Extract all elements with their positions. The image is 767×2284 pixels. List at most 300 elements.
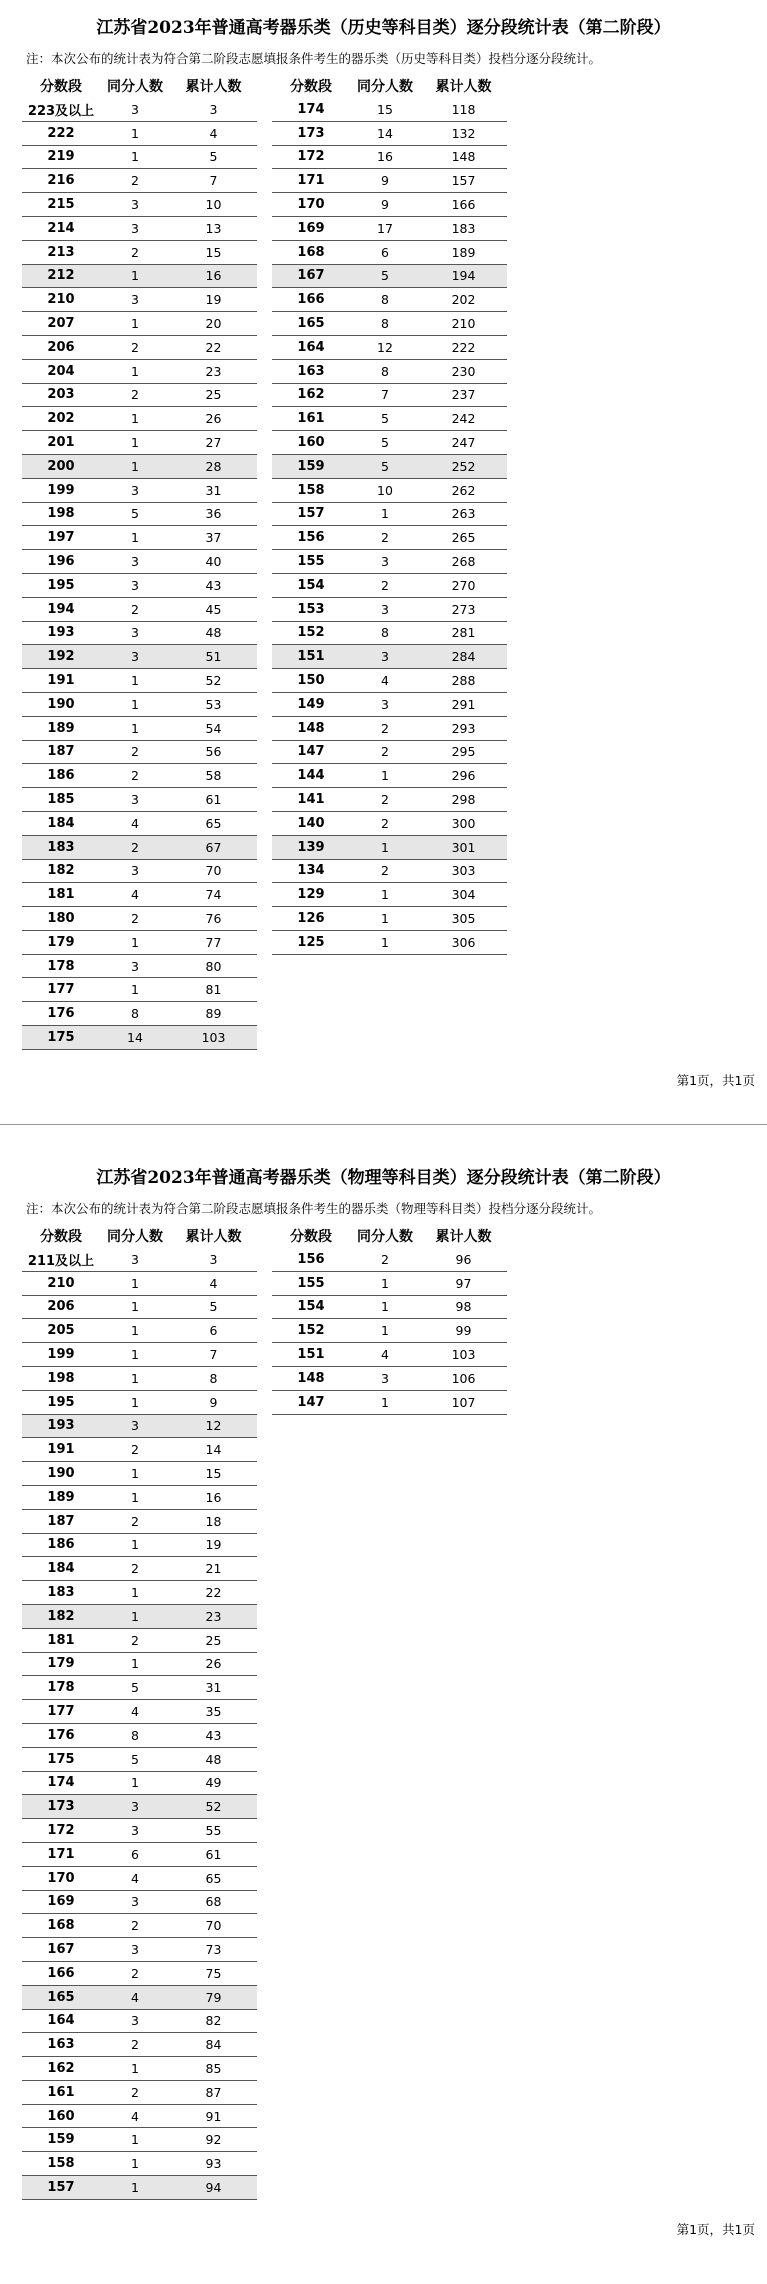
score-cell: 210	[47, 292, 75, 308]
cumulative-cell: 273	[451, 601, 476, 617]
count-cell: 5	[381, 435, 389, 451]
page-separator	[0, 1124, 767, 1125]
cumulative-cell: 157	[451, 173, 476, 189]
count-cell: 4	[381, 1347, 389, 1363]
table-row	[22, 2081, 257, 2105]
count-cell: 7	[381, 387, 389, 403]
cumulative-cell: 300	[451, 815, 476, 831]
count-cell: 3	[131, 220, 139, 236]
count-cell: 5	[131, 1680, 139, 1696]
score-cell: 126	[297, 910, 325, 926]
count-cell: 2	[381, 577, 389, 593]
score-cell: 178	[47, 958, 75, 974]
count-cell: 2	[381, 1251, 389, 1267]
score-cell: 174	[297, 101, 325, 117]
count-cell: 1	[131, 1466, 139, 1482]
cumulative-cell: 87	[205, 2084, 222, 2100]
score-cell: 199	[47, 1347, 75, 1363]
cumulative-cell: 70	[205, 1918, 222, 1934]
table-row	[22, 1557, 257, 1581]
score-cell: 158	[47, 2156, 75, 2172]
count-cell: 3	[131, 1894, 139, 1910]
score-cell: 184	[47, 815, 75, 831]
score-cell: 180	[47, 910, 75, 926]
table-row	[272, 407, 507, 431]
count-cell: 3	[131, 1251, 139, 1267]
table-row	[22, 574, 257, 598]
cumulative-cell: 183	[451, 220, 476, 236]
cumulative-cell: 48	[205, 625, 222, 641]
cumulative-cell: 21	[205, 1561, 222, 1577]
cumulative-cell: 6	[209, 1323, 218, 1339]
page-footer: 第1页，共1页	[676, 2222, 755, 2237]
cumulative-cell: 82	[205, 2013, 222, 2029]
count-cell: 4	[131, 1870, 139, 1886]
cumulative-cell: 70	[205, 863, 222, 879]
cumulative-cell: 222	[451, 339, 476, 355]
table-row	[22, 265, 257, 289]
cumulative-cell: 43	[205, 1727, 222, 1743]
cumulative-cell: 91	[205, 2108, 222, 2124]
score-cell: 148	[297, 1370, 325, 1386]
count-cell: 8	[381, 625, 389, 641]
cumulative-cell: 49	[205, 1775, 222, 1791]
cumulative-cell: 99	[455, 1323, 472, 1339]
table-row	[22, 836, 257, 860]
table-row	[22, 241, 257, 265]
count-cell: 1	[131, 458, 139, 474]
score-cell: 165	[47, 1989, 75, 2005]
cumulative-cell: 25	[205, 387, 222, 403]
score-cell: 179	[47, 934, 75, 950]
count-cell: 8	[381, 316, 389, 332]
table-row	[22, 1248, 257, 1272]
cumulative-cell: 281	[451, 625, 476, 641]
cumulative-cell: 22	[205, 339, 222, 355]
table-row	[22, 2105, 257, 2129]
table-row	[22, 955, 257, 979]
count-cell: 1	[131, 2060, 139, 2076]
score-cell: 195	[47, 1394, 75, 1410]
table-row	[22, 1581, 257, 1605]
score-cell: 159	[47, 2132, 75, 2148]
table-row	[272, 860, 507, 884]
cumulative-cell: 148	[451, 149, 476, 165]
score-cell: 186	[47, 1537, 75, 1553]
score-cell: 198	[47, 506, 75, 522]
score-cell: 204	[47, 363, 75, 379]
count-cell: 4	[131, 815, 139, 831]
cumulative-cell: 265	[451, 530, 476, 546]
table-row	[272, 503, 507, 527]
score-cell: 177	[47, 1704, 75, 1720]
cumulative-cell: 268	[451, 554, 476, 570]
table-row	[272, 550, 507, 574]
score-cell: 148	[297, 720, 325, 736]
count-cell: 1	[131, 696, 139, 712]
score-cell: 210	[47, 1275, 75, 1291]
table-row	[22, 1867, 257, 1891]
score-cell: 187	[47, 1513, 75, 1529]
cumulative-cell: 81	[205, 982, 222, 998]
score-cell: 168	[47, 1918, 75, 1934]
cumulative-cell: 13	[205, 220, 222, 236]
count-cell: 1	[381, 1299, 389, 1315]
table-row	[22, 788, 257, 812]
count-cell: 2	[131, 1442, 139, 1458]
table-header	[272, 1226, 507, 1248]
count-cell: 6	[381, 244, 389, 260]
table-row	[22, 1700, 257, 1724]
table-row	[22, 2033, 257, 2057]
count-cell: 1	[131, 1656, 139, 1672]
count-cell: 1	[381, 768, 389, 784]
cumulative-cell: 25	[205, 1632, 222, 1648]
count-cell: 1	[131, 2179, 139, 2195]
table-row	[22, 312, 257, 336]
table-row	[22, 931, 257, 955]
score-cell: 140	[297, 815, 325, 831]
count-cell: 5	[381, 458, 389, 474]
cumulative-cell: 210	[451, 316, 476, 332]
count-cell: 1	[131, 673, 139, 689]
count-cell: 9	[381, 197, 389, 213]
cumulative-cell: 291	[451, 696, 476, 712]
count-cell: 1	[131, 2156, 139, 2172]
score-cell: 196	[47, 554, 75, 570]
score-cell: 157	[297, 506, 325, 522]
count-cell: 8	[381, 292, 389, 308]
table-header	[22, 1226, 257, 1248]
count-cell: 1	[131, 1608, 139, 1624]
score-cell: 182	[47, 863, 75, 879]
score-cell: 173	[47, 1799, 75, 1815]
count-cell: 1	[131, 363, 139, 379]
count-cell: 1	[381, 934, 389, 950]
table-row	[22, 1026, 257, 1050]
page-1	[0, 0, 767, 1124]
header-cumulative: 累计人数	[435, 1229, 492, 1245]
table-row	[272, 193, 507, 217]
table-row	[22, 550, 257, 574]
count-cell: 2	[131, 768, 139, 784]
score-cell: 159	[297, 458, 325, 474]
score-cell: 177	[47, 982, 75, 998]
score-cell: 198	[47, 1370, 75, 1386]
count-cell: 1	[131, 1489, 139, 1505]
table-row	[22, 503, 257, 527]
count-cell: 1	[381, 887, 389, 903]
table-row	[22, 1819, 257, 1843]
cumulative-cell: 7	[209, 1347, 218, 1363]
table-row	[22, 1367, 257, 1391]
table-row	[22, 764, 257, 788]
cumulative-cell: 98	[455, 1299, 472, 1315]
cumulative-cell: 55	[205, 1823, 222, 1839]
table-body	[22, 98, 257, 1050]
cumulative-cell: 79	[205, 1989, 222, 2005]
cumulative-cell: 61	[205, 1846, 222, 1862]
score-cell: 156	[297, 530, 325, 546]
cumulative-cell: 304	[451, 887, 476, 903]
cumulative-cell: 31	[205, 482, 222, 498]
table-row	[22, 1391, 257, 1415]
score-cell: 222	[47, 125, 75, 141]
cumulative-cell: 296	[451, 768, 476, 784]
table-row	[272, 526, 507, 550]
count-cell: 3	[381, 1370, 389, 1386]
count-cell: 2	[381, 744, 389, 760]
score-cell: 167	[297, 268, 325, 284]
score-cell: 166	[297, 292, 325, 308]
cumulative-cell: 16	[205, 268, 222, 284]
cumulative-cell: 58	[205, 768, 222, 784]
count-cell: 2	[381, 530, 389, 546]
count-cell: 3	[131, 292, 139, 308]
table-row	[22, 1748, 257, 1772]
score-cell: 162	[297, 387, 325, 403]
count-cell: 16	[377, 149, 393, 165]
cumulative-cell: 106	[451, 1370, 476, 1386]
table-row	[22, 1510, 257, 1534]
cumulative-cell: 43	[205, 577, 222, 593]
cumulative-cell: 51	[205, 649, 222, 665]
count-cell: 3	[131, 101, 139, 117]
cumulative-cell: 28	[205, 458, 222, 474]
table-row	[272, 598, 507, 622]
table-row	[272, 717, 507, 741]
cumulative-cell: 84	[205, 2037, 222, 2053]
count-cell: 2	[131, 2037, 139, 2053]
count-cell: 4	[131, 887, 139, 903]
table-row	[22, 1986, 257, 2010]
score-cell: 155	[297, 554, 325, 570]
table-row	[22, 431, 257, 455]
table-row	[272, 265, 507, 289]
table-row	[22, 193, 257, 217]
cumulative-cell: 23	[205, 363, 222, 379]
cumulative-cell: 26	[205, 411, 222, 427]
cumulative-cell: 202	[451, 292, 476, 308]
count-cell: 1	[381, 506, 389, 522]
score-cell: 206	[47, 1299, 75, 1315]
cumulative-cell: 189	[451, 244, 476, 260]
table-row	[22, 2128, 257, 2152]
score-cell: 193	[47, 625, 75, 641]
table-row	[272, 1319, 507, 1343]
table-row	[22, 2176, 257, 2200]
count-cell: 3	[131, 577, 139, 593]
score-cell: 164	[47, 2013, 75, 2029]
count-cell: 17	[377, 220, 393, 236]
count-cell: 5	[381, 268, 389, 284]
cumulative-cell: 3	[209, 101, 218, 117]
table-row	[22, 1534, 257, 1558]
header-count: 同分人数	[357, 1229, 413, 1245]
table-row	[272, 931, 507, 955]
cumulative-cell: 52	[205, 673, 222, 689]
table-row	[22, 1795, 257, 1819]
table-row	[272, 479, 507, 503]
cumulative-cell: 54	[205, 720, 222, 736]
score-cell: 189	[47, 1489, 75, 1505]
count-cell: 1	[131, 1585, 139, 1601]
score-cell: 154	[297, 1299, 325, 1315]
cumulative-cell: 293	[451, 720, 476, 736]
cumulative-cell: 298	[451, 792, 476, 807]
table-row	[272, 241, 507, 265]
score-cell: 205	[47, 1323, 75, 1339]
table-row	[272, 1343, 507, 1367]
score-cell: 173	[297, 125, 325, 141]
table-row	[22, 645, 257, 669]
score-cell: 194	[47, 601, 75, 617]
table-header	[22, 76, 257, 98]
cumulative-cell: 4	[209, 125, 218, 141]
score-cell: 191	[47, 1442, 75, 1458]
count-cell: 3	[131, 1799, 139, 1815]
cumulative-cell: 306	[451, 934, 476, 950]
score-cell: 164	[297, 339, 325, 355]
cumulative-cell: 31	[205, 1680, 222, 1696]
score-cell: 160	[47, 2108, 75, 2124]
score-cell: 206	[47, 339, 75, 355]
score-cell: 125	[297, 934, 325, 950]
count-cell: 2	[381, 720, 389, 736]
page-2	[0, 1124, 767, 2284]
table-row	[22, 288, 257, 312]
cumulative-cell: 3	[209, 1251, 218, 1267]
cumulative-cell: 237	[451, 387, 476, 403]
table-row	[272, 98, 507, 122]
table-row	[272, 169, 507, 193]
score-cell: 184	[47, 1561, 75, 1577]
score-cell: 144	[297, 768, 325, 784]
score-cell: 139	[297, 839, 325, 855]
count-cell: 1	[131, 720, 139, 736]
count-cell: 2	[131, 744, 139, 760]
count-cell: 3	[131, 197, 139, 213]
table-row	[22, 1891, 257, 1915]
count-cell: 3	[131, 554, 139, 570]
table-header	[272, 76, 507, 98]
score-cell: 171	[297, 173, 325, 189]
page-title: 江苏省2023年普通高考器乐类（物理等科目类）逐分段统计表（第二阶段）	[96, 1168, 671, 1188]
cumulative-cell: 97	[455, 1275, 472, 1291]
score-cell: 151	[297, 649, 325, 665]
score-cell: 129	[297, 887, 325, 903]
table-row	[22, 1843, 257, 1867]
table-row	[22, 526, 257, 550]
table-row	[22, 622, 257, 646]
cumulative-cell: 5	[209, 149, 218, 165]
count-cell: 5	[381, 411, 389, 427]
cumulative-cell: 37	[205, 530, 222, 546]
count-cell: 1	[131, 435, 139, 451]
count-cell: 1	[131, 1275, 139, 1291]
score-cell: 201	[47, 435, 75, 451]
cumulative-cell: 36	[205, 506, 222, 522]
cumulative-cell: 230	[451, 363, 476, 379]
table-row	[272, 146, 507, 170]
count-cell: 9	[381, 173, 389, 189]
score-cell: 215	[47, 197, 75, 213]
score-cell: 192	[47, 649, 75, 665]
table-body	[22, 1248, 257, 2200]
cumulative-cell: 89	[205, 1006, 222, 1022]
score-cell: 195	[47, 577, 75, 593]
cumulative-cell: 166	[451, 197, 476, 213]
count-cell: 3	[131, 1942, 139, 1957]
score-cell: 154	[297, 577, 325, 593]
cumulative-cell: 65	[205, 1870, 222, 1886]
count-cell: 1	[131, 934, 139, 950]
table-row	[272, 836, 507, 860]
score-cell: 176	[47, 1727, 75, 1743]
score-cell: 162	[47, 2060, 75, 2076]
header-cumulative: 累计人数	[185, 1229, 242, 1245]
cumulative-cell: 15	[205, 244, 222, 260]
cumulative-cell: 18	[205, 1513, 222, 1529]
table-row	[22, 1296, 257, 1320]
count-cell: 8	[131, 1727, 139, 1743]
count-cell: 15	[377, 101, 393, 117]
cumulative-cell: 4	[209, 1275, 218, 1291]
score-table-right	[272, 1226, 507, 1415]
table-row	[272, 384, 507, 408]
table-row	[272, 312, 507, 336]
score-cell: 190	[47, 696, 75, 712]
count-cell: 1	[131, 1537, 139, 1553]
table-row	[22, 1002, 257, 1026]
page-footer: 第1页，共1页	[676, 1073, 755, 1088]
table-row	[22, 978, 257, 1002]
table-row	[22, 1343, 257, 1367]
score-cell: 163	[297, 363, 325, 379]
cumulative-cell: 74	[205, 887, 222, 903]
score-cell: 171	[47, 1846, 75, 1862]
count-cell: 2	[131, 1918, 139, 1934]
score-cell: 168	[297, 244, 325, 260]
score-cell: 214	[47, 220, 75, 236]
table-row	[22, 217, 257, 241]
table-row	[22, 384, 257, 408]
score-cell: 163	[47, 2037, 75, 2053]
table-row	[22, 1319, 257, 1343]
table-row	[272, 360, 507, 384]
score-cell: 207	[47, 316, 75, 332]
score-cell: 219	[47, 149, 75, 165]
table-row	[272, 1391, 507, 1415]
count-cell: 4	[131, 2108, 139, 2124]
cumulative-cell: 80	[205, 958, 222, 974]
count-cell: 1	[131, 316, 139, 332]
score-cell: 191	[47, 673, 75, 689]
table-row	[22, 1629, 257, 1653]
page-note: 注：本次公布的统计表为符合第二阶段志愿填报条件考生的器乐类（历史等科目类）投档分逐分段统计。	[26, 51, 602, 66]
header-score: 分数段	[40, 79, 82, 95]
count-cell: 2	[131, 339, 139, 355]
cumulative-cell: 94	[205, 2179, 222, 2195]
score-cell: 156	[297, 1251, 325, 1267]
cumulative-cell: 92	[205, 2132, 222, 2148]
score-cell: 193	[47, 1418, 75, 1434]
table-row	[272, 288, 507, 312]
score-cell: 197	[47, 530, 75, 546]
score-cell: 179	[47, 1656, 75, 1672]
cumulative-cell: 270	[451, 577, 476, 593]
cumulative-cell: 53	[205, 696, 222, 712]
